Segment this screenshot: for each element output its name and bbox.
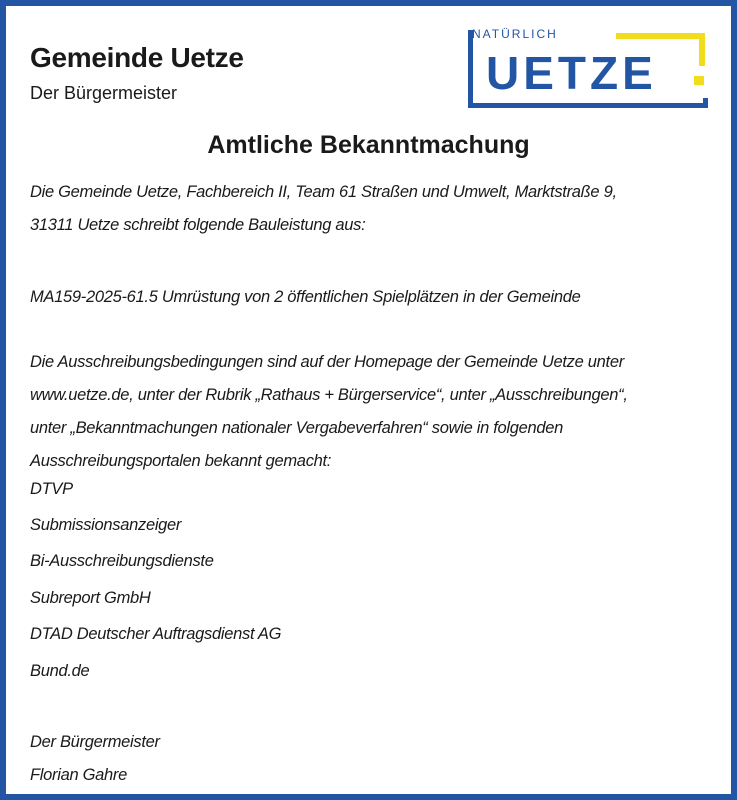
project-paragraph — [30, 281, 730, 314]
intro-line: Die Gemeinde Uetze, Fachbereich II, Team 61 Straßen und Umwelt, Marktstraße 9, — [30, 183, 617, 201]
project-line: MA159-2025-61.5 Umrüstung von 2 öffentlichen Spielplätzen in der Gemeinde — [30, 288, 581, 306]
intro-line: 31311 Uetze schreibt folgende Bauleistung aus: — [30, 216, 366, 234]
portal-item: Submissionsanzeiger — [30, 516, 182, 534]
portal-item: Bi-Ausschreibungsdienste — [30, 552, 214, 570]
portal-item: DTAD Deutscher Auftragsdienst AG — [30, 625, 282, 643]
organization-name: Gemeinde Uetze — [30, 42, 244, 73]
intro-paragraph — [30, 176, 730, 242]
portal-item: Subreport GmbH — [30, 589, 151, 607]
portal-item: DTVP — [30, 480, 73, 498]
conditions-line: Ausschreibungsportalen bekannt gemacht: — [30, 452, 332, 470]
portal-item: Bund.de — [30, 662, 90, 680]
conditions-line: www.uetze.de, unter der Rubrik „Rathaus + Bürgerservice“, unter „Ausschreibungen“, — [30, 386, 628, 404]
signature-block — [30, 726, 160, 792]
conditions-paragraph — [30, 346, 730, 478]
conditions-line: Die Ausschreibungsbedingungen sind auf der Homepage der Gemeinde Uetze unter — [30, 353, 624, 371]
logo-tagline: NATÜRLICH — [472, 27, 558, 41]
logo-wordmark: UETZE — [486, 47, 657, 99]
signature-name: Florian Gahre — [30, 766, 127, 784]
uetze-logo — [468, 26, 708, 108]
conditions-line: unter „Bekanntmachungen nationaler Vergabeverfahren“ sowie in folgenden — [30, 419, 564, 437]
logo-dot — [694, 76, 704, 85]
signature-role: Der Bürgermeister — [30, 733, 160, 751]
organization-subtitle: Der Bürgermeister — [30, 83, 178, 103]
notice-title: Amtliche Bekanntmachung — [207, 131, 530, 159]
